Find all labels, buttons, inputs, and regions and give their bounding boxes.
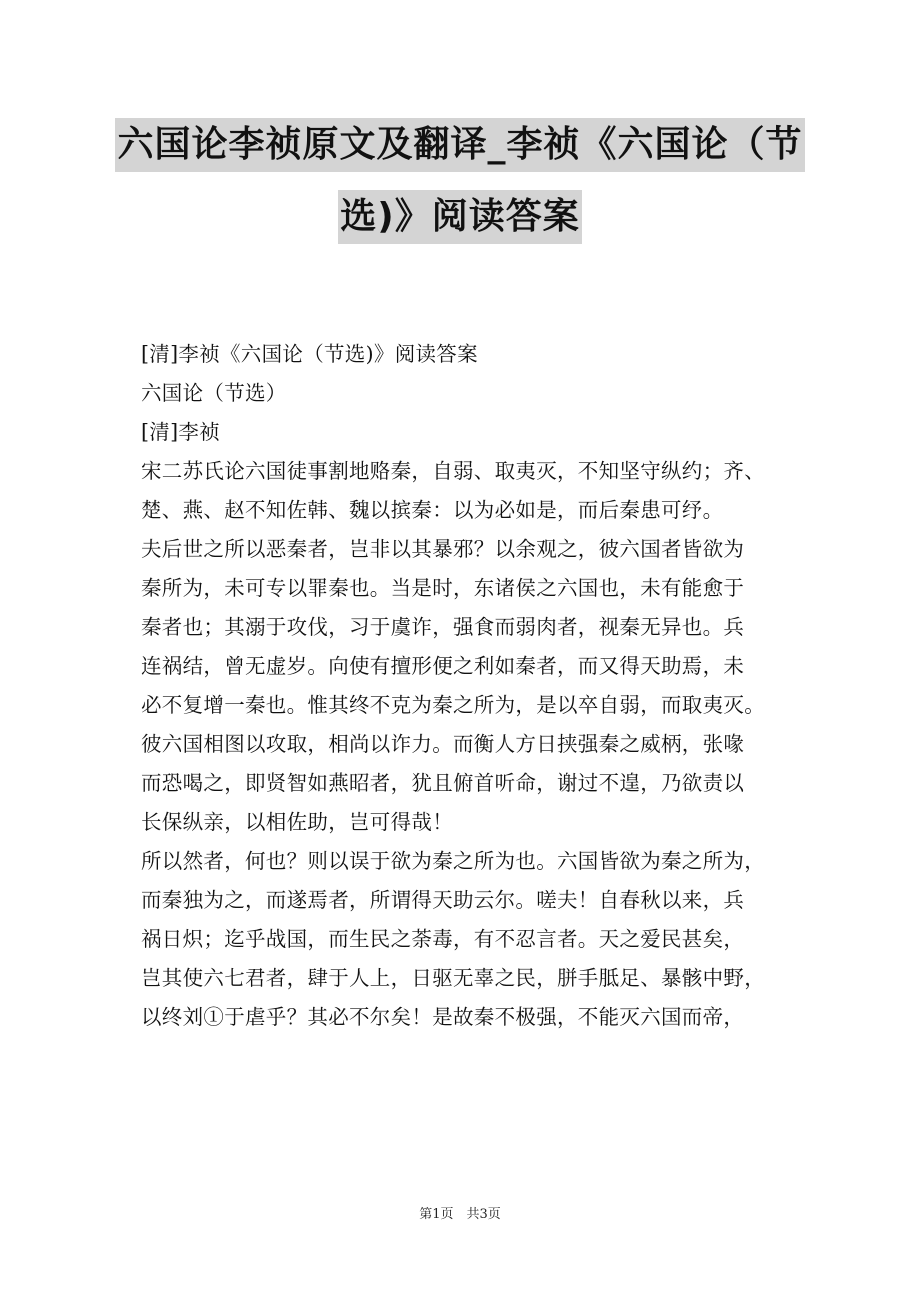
text-line: 夫后世之所以恶秦者，岂非以其暴邪？以余观之，彼六国者皆欲为	[141, 537, 745, 561]
text-line: 而恐喝之，即贤智如燕昭者，犹且俯首听命，谢过不遑，乃欲责以	[141, 771, 745, 795]
text-line: [清]李祯《六国论（节选)》阅读答案	[141, 342, 478, 366]
text-line: 楚、燕、赵不知佐韩、魏以摈秦：以为必如是，而后秦患可纾。	[141, 498, 724, 522]
text-line: 必不复增一秦也。惟其终不克为秦之所为，是以卒自弱，而取夷灭。	[141, 693, 765, 717]
text-line: 秦者也；其溺于攻伐，习于虞诈，强食而弱肉者，视秦无异也。兵	[141, 615, 745, 639]
page-number: 第1页 共3页	[419, 1207, 501, 1222]
text-line: 所以然者，何也？则以误于欲为秦之所为也。六国皆欲为秦之所为，	[141, 849, 765, 873]
title-line-1: 六国论李祯原文及翻译_李祯《六国论（节	[115, 118, 804, 172]
text-line: 宋二苏氏论六国徒事割地赂秦，自弱、取夷灭，不知坚守纵约；齐、	[141, 459, 765, 483]
text-line: 秦所为，未可专以罪秦也。当是时，东诸侯之六国也，未有能愈于	[141, 576, 745, 600]
text-line: 连祸结，曾无虚岁。向使有擅形便之利如秦者，而又得天助焉，未	[141, 654, 745, 678]
title-line-2: 选)》阅读答案	[338, 190, 581, 244]
text-line: 彼六国相图以攻取，相尚以诈力。而衡人方日挟强秦之威柄，张喙	[141, 732, 745, 756]
text-line: [清]李祯	[141, 420, 220, 444]
text-line: 祸日炽；迄乎战国，而生民之荼毒，有不忍言者。天之爱民甚矣，	[141, 927, 745, 951]
text-line: 长保纵亲，以相佐助，岂可得哉！	[141, 810, 453, 834]
text-line: 六国论（节选）	[141, 381, 287, 405]
document-title	[0, 118, 920, 244]
text-line: 以终刘①于虐乎？其必不尔矣！是故秦不极强，不能灭六国而帝，	[141, 1005, 745, 1029]
text-line: 岂其使六七君者，肆于人上，日驱无辜之民，胼手胝足、暴骸中野，	[141, 966, 765, 990]
document-body	[141, 335, 791, 1037]
page-footer	[0, 1203, 920, 1222]
text-line: 而秦独为之，而遂焉者，所谓得天助云尔。嗟夫！自春秋以来，兵	[141, 888, 745, 912]
